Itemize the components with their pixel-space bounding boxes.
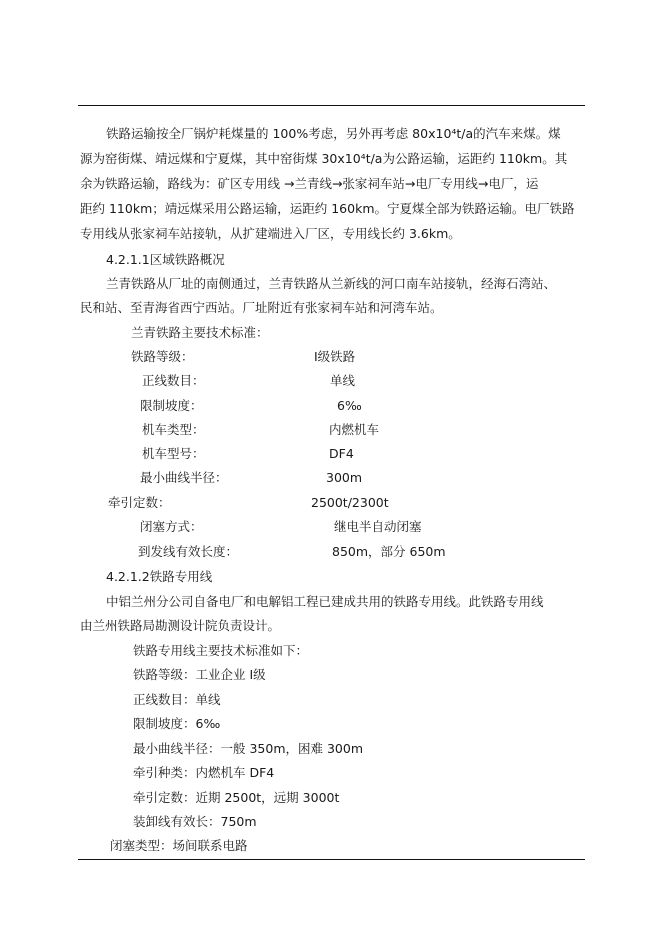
- spur-spec-grade: 铁路等级：工业企业 Ⅰ级: [133, 667, 266, 682]
- header-rule: [78, 105, 585, 106]
- section1-spec-title: 兰青铁路主要技术标准：: [131, 325, 269, 340]
- para1-line5: 专用线从张家祠车站接轨，从扩建端进入厂区，专用线长约 3.6km。: [80, 226, 461, 241]
- spec-value-loco-type: 内燃机车: [329, 422, 380, 437]
- spec-label-traction: 牵引定数：: [108, 495, 171, 510]
- spec-label-blocking: 闭塞方式：: [140, 519, 203, 534]
- para1-line1: 铁路运输按全厂锅炉耗煤量的 100%考虑，另外再考虑 80x10⁴t/a的汽车来煤。煤: [106, 126, 561, 141]
- section2-heading: 4.2.1.2铁路专用线: [106, 569, 213, 584]
- para1-line3: 余为铁路运输，路线为：矿区专用线 →兰青线→张家祠车站→电厂专用线→电厂，运: [80, 176, 539, 191]
- spec-value-loco-model: DF4: [329, 446, 354, 461]
- spur-spec-gradient: 限制坡度：6‰: [133, 716, 221, 731]
- spur-spec-tracks: 正线数目：单线: [133, 692, 221, 707]
- footer-rule: [78, 859, 585, 860]
- spec-label-loco-type: 机车类型：: [142, 422, 205, 437]
- spec-value-blocking: 继电半自动闭塞: [334, 519, 422, 534]
- spec-label-siding-length: 到发线有效长度：: [138, 544, 239, 559]
- section2-line1: 中铝兰州分公司自备电厂和电解铝工程已建成共用的铁路专用线。此铁路专用线: [106, 594, 544, 609]
- section1-heading: 4.2.1.1区域铁路概况: [106, 252, 225, 267]
- section1-line1: 兰青铁路从厂址的南侧通过，兰青铁路从兰新线的河口南车站接轨，经海石湾站、: [106, 276, 557, 291]
- spec-label-curve-radius: 最小曲线半径：: [140, 470, 228, 485]
- section2-spec-title: 铁路专用线主要技术标准如下：: [133, 643, 309, 658]
- spur-spec-curve-radius: 最小曲线半径：一般 350m，困难 300m: [133, 741, 364, 756]
- spec-value-grade: Ⅰ级铁路: [314, 349, 356, 364]
- spur-spec-traction-load: 牵引定数：近期 2500t，远期 3000t: [133, 790, 340, 805]
- spec-value-siding-length: 850m，部分 650m: [332, 544, 446, 559]
- spec-label-tracks: 正线数目：: [142, 373, 205, 388]
- para1-line2: 源为窑街煤、靖远煤和宁夏煤，其中窑街煤 30x10⁴t/a为公路运输，运距约 110km。其: [80, 151, 568, 166]
- section1-line2: 民和站、至青海省西宁西站。厂址附近有张家祠车站和河湾车站。: [80, 300, 443, 315]
- spec-value-tracks: 单线: [330, 373, 356, 388]
- spec-value-curve-radius: 300m: [326, 470, 363, 485]
- spur-spec-traction-type: 牵引种类：内燃机车 DF4: [133, 765, 275, 780]
- spec-value-gradient: 6‰: [337, 398, 362, 413]
- spec-label-grade: 铁路等级：: [131, 349, 194, 364]
- para1-line4: 距约 110km；靖远煤采用公路运输，运距约 160km。宁夏煤全部为铁路运输。电厂铁路: [80, 201, 575, 216]
- spur-spec-loading-length: 装卸线有效长：750m: [133, 814, 257, 829]
- spec-value-traction: 2500t/2300t: [311, 495, 389, 510]
- spur-spec-blocking: 闭塞类型：场间联系电路: [110, 838, 248, 853]
- spec-label-gradient: 限制坡度：: [140, 398, 203, 413]
- spec-label-loco-model: 机车型号：: [142, 446, 205, 461]
- section2-line2: 由兰州铁路局勘测设计院负责设计。: [80, 618, 281, 633]
